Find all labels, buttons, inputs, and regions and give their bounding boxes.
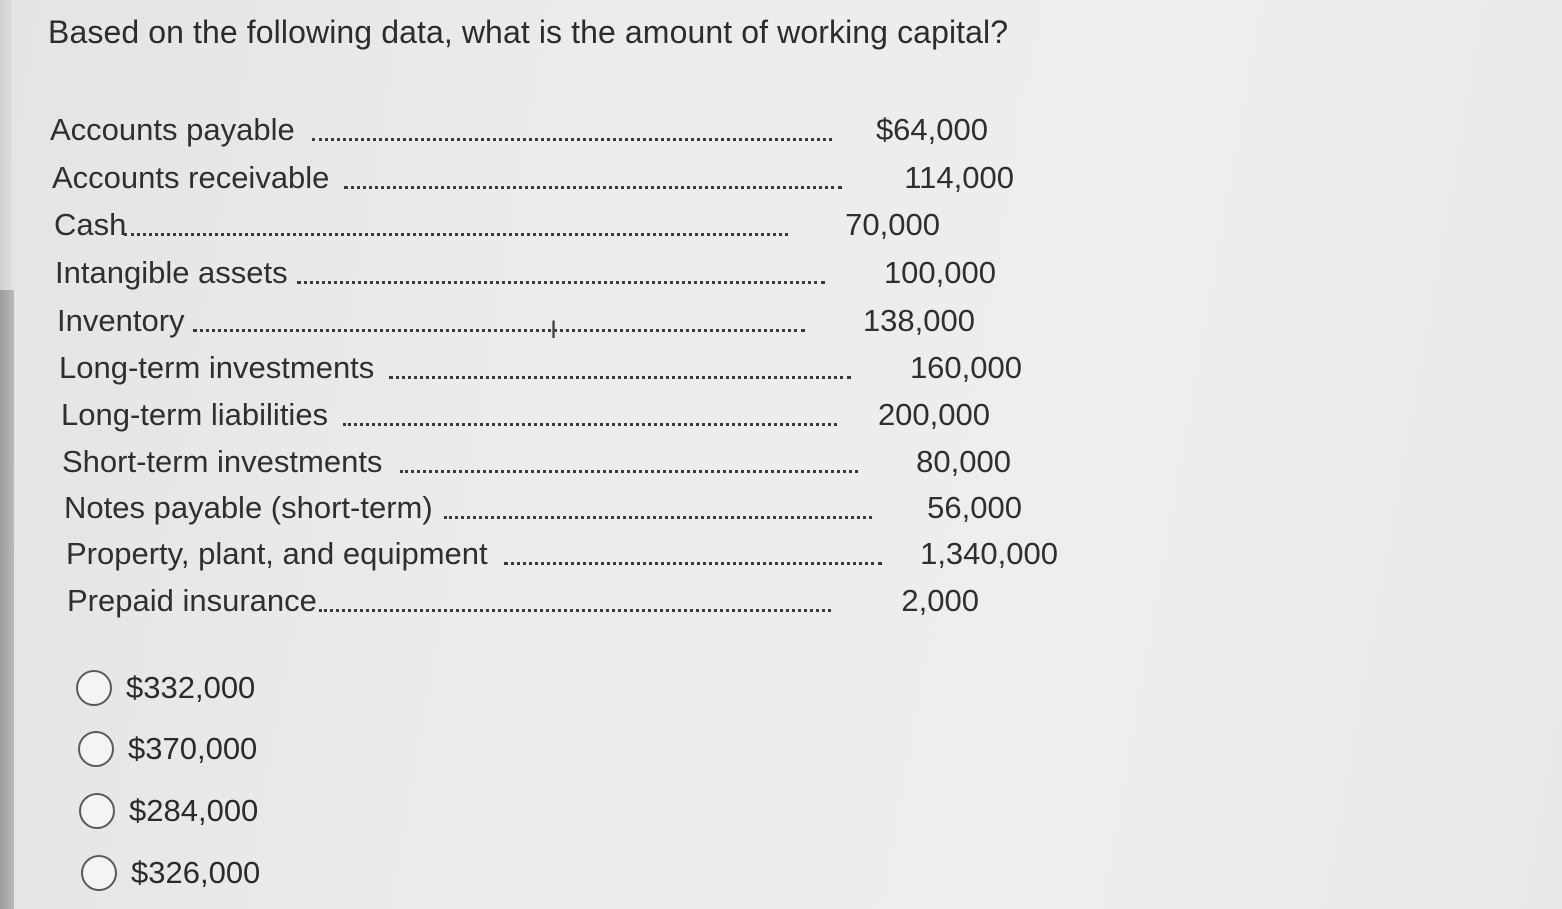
row-label: Notes payable (short-term) [64,490,433,525]
leader-dots [504,562,882,565]
leader-dots [319,609,831,612]
leader-dots [312,138,832,141]
leader-dots [389,376,851,379]
row-amount: 100,000 [883,255,996,290]
leader-dots [400,470,858,473]
row-label: Intangible assets [55,255,288,290]
row-label: Prepaid insurance [67,583,317,618]
answer-option-2[interactable] [78,727,257,771]
row-amount: 138,000 [862,303,975,338]
row-amount: 70,000 [845,207,940,242]
row-amount: 1,340,000 [920,536,1058,571]
option-label: $370,000 [128,731,258,766]
row-label: Accounts payable [50,112,295,147]
radio-button[interactable] [81,855,117,891]
leader-dots [343,423,837,426]
row-amount: 114,000 [904,160,1014,195]
row-amount: 200,000 [877,397,990,432]
row-amount: 80,000 [916,444,1011,479]
leader-dots [344,186,842,189]
page-edge-top [0,0,12,290]
question-text: Based on the following data, what is the amount of working capital? [48,14,1009,50]
row-label: Short-term investments [62,444,383,479]
row-label: Property, plant, and equipment [66,536,488,571]
radio-button[interactable] [79,793,115,829]
answer-option-3[interactable] [79,789,258,833]
row-label: Long-term investments [59,350,375,385]
radio-button[interactable] [78,731,114,767]
answer-option-1[interactable] [76,666,255,710]
row-label: Long-term liabilities [61,397,329,432]
radio-button[interactable] [76,670,112,706]
row-amount: 160,000 [909,350,1022,385]
row-amount: 2,000 [901,583,979,618]
leader-dots [124,233,788,236]
page-edge-scrollbar[interactable] [0,290,14,909]
row-label: Cash [54,207,127,242]
option-label: $326,000 [131,855,261,890]
text-cursor-icon: I [550,316,558,344]
row-amount: $64,000 [875,112,988,147]
option-label: $284,000 [129,793,259,828]
answer-option-4[interactable] [81,851,260,895]
row-label: Inventory [57,303,185,338]
row-amount: 56,000 [927,490,1022,525]
leader-dots [297,281,825,284]
leader-dots [193,329,805,332]
row-label: Accounts receivable [52,160,330,195]
option-label: $332,000 [126,670,256,705]
leader-dots [444,516,872,519]
